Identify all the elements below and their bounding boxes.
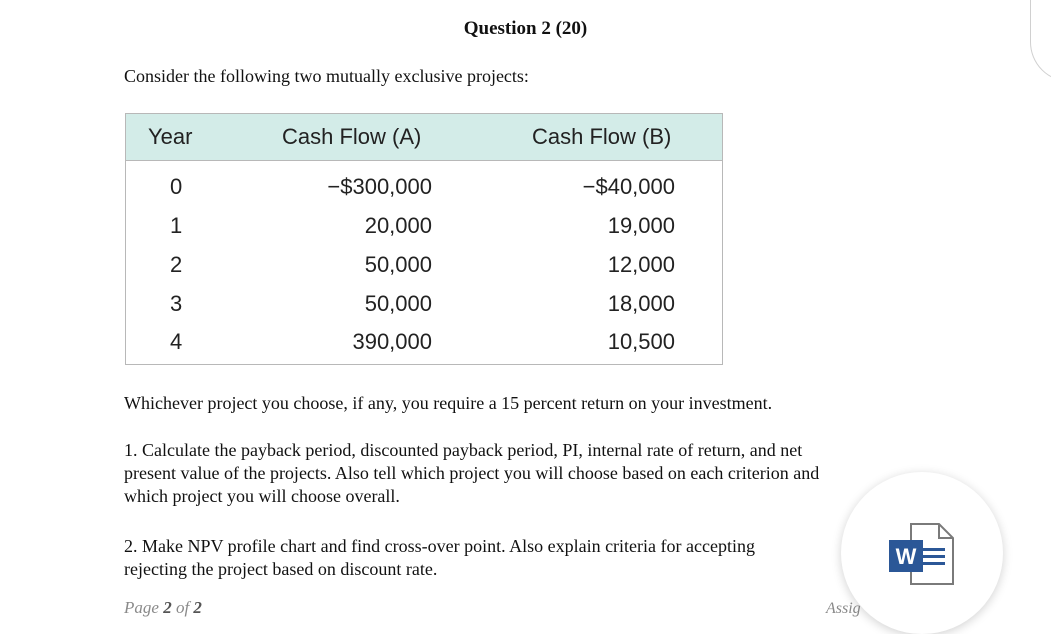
intro-text: Consider the following two mutually exclusive projects: (124, 66, 529, 86)
row-3-year: 3 (170, 291, 183, 316)
cash-flow-table (125, 113, 723, 365)
microsoft-word-icon[interactable] (889, 522, 955, 586)
page-total: 2 (193, 598, 202, 617)
table-header-row (126, 114, 722, 161)
question-2-text (124, 535, 844, 581)
row-4-year: 4 (170, 329, 183, 354)
row-4-cash-b: 10,500 (607, 329, 675, 354)
row-2-cash-b: 12,000 (607, 252, 675, 277)
row-2-cash-a: 50,000 (364, 252, 432, 277)
row-1-cash-a: 20,000 (364, 213, 432, 238)
page-of: of (175, 598, 190, 617)
row-0-cash-a: −$300,000 (327, 174, 432, 199)
row-0-cash-b: −$40,000 (582, 174, 675, 199)
question-1-text (124, 439, 914, 508)
question-2-line-1: 2. Make NPV profile chart and find cross-over point. Also explain criteria for accepting (124, 536, 755, 556)
word-icon-letter: W (895, 544, 917, 569)
row-1-year: 1 (170, 213, 183, 238)
row-0-year: 0 (170, 174, 183, 199)
row-4-cash-a: 390,000 (352, 329, 432, 354)
header-year: Year (148, 124, 193, 149)
question-1-line-2: present value of the projects. Also tell which project you will choose based on each criterion and (124, 463, 820, 483)
header-cash-flow-a: Cash Flow (A) (282, 124, 422, 149)
row-2-year: 2 (170, 252, 183, 277)
page-indicator (124, 598, 202, 618)
corner-panel-edge (1030, 0, 1051, 82)
required-return-text: Whichever project you choose, if any, you require a 15 percent return on your investment. (124, 393, 773, 413)
question-1-line-3: which project you will choose overall. (124, 486, 400, 506)
row-3-cash-a: 50,000 (364, 291, 432, 316)
footer-assignment-text: Assig (826, 600, 861, 617)
question-title: Question 2 (20) (463, 18, 588, 39)
header-cash-flow-b: Cash Flow (B) (532, 124, 672, 149)
row-1-cash-b: 19,000 (607, 213, 675, 238)
row-3-cash-b: 18,000 (607, 291, 675, 316)
question-2-line-2: rejecting the project based on discount rate. (124, 559, 438, 579)
page-current: 2 (163, 598, 172, 617)
page-prefix: Page (124, 598, 159, 617)
question-1-line-1: 1. Calculate the payback period, discounted payback period, PI, internal rate of return, and net (124, 440, 803, 460)
